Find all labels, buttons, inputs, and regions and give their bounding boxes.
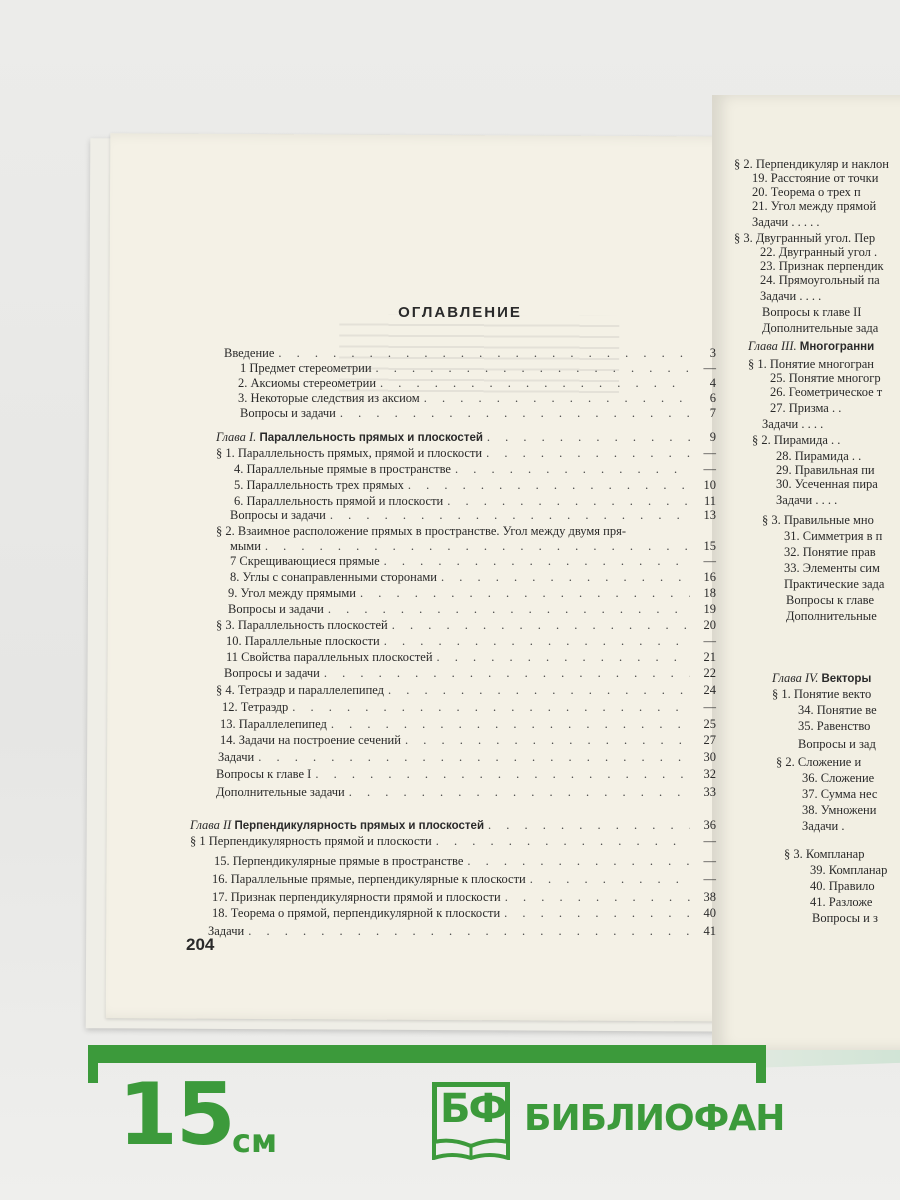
toc-entry-page: 19 xyxy=(703,602,716,616)
toc-entry-page: 36 xyxy=(703,818,716,832)
toc-entry xyxy=(216,785,716,800)
toc-entry xyxy=(228,602,716,617)
toc-entry-label: 6. Параллельность прямой и плоскости xyxy=(234,494,444,508)
partial-toc-line: Задачи . . . . xyxy=(762,417,824,431)
toc-entry xyxy=(230,554,716,569)
partial-toc-line: 28. Пирамида . . xyxy=(776,449,862,463)
toc-entry-label: § 1 Перпендикулярность прямой и плоскости xyxy=(190,834,432,848)
leader-dots xyxy=(392,618,690,633)
partial-toc-line: § 3. Двугранный угол. Пер xyxy=(734,231,876,245)
partial-toc-line: 22. Двугранный угол . xyxy=(760,245,878,259)
leader-dots xyxy=(248,924,690,939)
toc-entry-page: 30 xyxy=(703,750,716,764)
toc-entry xyxy=(234,478,716,493)
toc-entry-label: 4. Параллельные прямые в пространстве xyxy=(234,462,451,476)
chapter-title: Параллельность прямых и плоскостей xyxy=(259,432,483,444)
leader-dots xyxy=(258,750,690,765)
toc-entry xyxy=(224,666,716,681)
leader-dots xyxy=(408,478,690,493)
leader-dots xyxy=(441,570,690,585)
leader-dots xyxy=(324,666,690,681)
toc-entry-label: Вопросы к главе I xyxy=(216,767,312,781)
toc-entry-label: 9. Угол между прямыми xyxy=(228,586,356,600)
partial-toc-line: 30. Усеченная пира xyxy=(776,477,878,491)
leader-dots xyxy=(455,462,690,477)
toc-entry xyxy=(212,890,716,905)
partial-toc-line: 38. Умножени xyxy=(802,803,877,817)
toc-entry-label: 18. Теорема о прямой, перпендикулярной к плоскости xyxy=(212,906,501,920)
toc-entry-page: 40 xyxy=(703,906,716,920)
toc-entry-page: 41 xyxy=(703,924,716,938)
toc-entry-page: — xyxy=(703,872,716,886)
toc-entry xyxy=(216,767,716,782)
toc-entry-label: 14. Задачи на построение сечений xyxy=(220,733,401,747)
toc-entry xyxy=(190,818,716,833)
toc-entry-page: 18 xyxy=(703,586,716,600)
partial-toc-line: 29. Правильная пи xyxy=(776,463,875,477)
partial-toc-line: § 3. Компланар xyxy=(784,847,865,861)
partial-toc-line: 40. Правило xyxy=(810,879,875,893)
toc-entry-label: Дополнительные задачи xyxy=(216,785,345,799)
leader-dots xyxy=(487,430,690,445)
toc-entry xyxy=(240,361,716,376)
chapter-title: Перпендикулярность прямых и плоскостей xyxy=(234,820,485,832)
toc-entry-label: Вопросы и задачи xyxy=(230,508,326,522)
toc-entry-page: 4 xyxy=(709,376,716,390)
partial-toc-line: Практические зада xyxy=(784,577,885,591)
leader-dots xyxy=(447,494,690,509)
leader-dots xyxy=(330,508,690,523)
partial-toc-line: Глава III. Многогранни xyxy=(748,339,875,353)
toc-entry-label: 13. Параллелепипед xyxy=(220,717,327,731)
toc-entry xyxy=(230,508,716,523)
partial-toc-line: 23. Признак перпендик xyxy=(760,259,884,273)
logo-letters: БФ xyxy=(440,1086,507,1132)
toc-entry-label: Вопросы и задачи xyxy=(228,602,324,616)
toc-entry-label: 16. Параллельные прямые, перпендикулярные к плоскости xyxy=(212,872,526,886)
partial-toc-line: Задачи . . . . xyxy=(776,493,838,507)
toc-entry-label: мыми xyxy=(230,539,261,553)
toc-entry-page: 22 xyxy=(703,666,716,680)
toc-entry-page: 15 xyxy=(703,539,716,553)
leader-dots xyxy=(388,683,690,698)
toc-entry xyxy=(212,906,716,921)
toc-entry-page: — xyxy=(703,462,716,476)
toc-entry-label xyxy=(216,430,483,445)
partial-toc-line: Задачи . . . . . xyxy=(752,215,820,229)
toc-entry-page: 33 xyxy=(703,785,716,799)
partial-toc-line: 24. Прямоугольный па xyxy=(760,273,880,287)
leader-dots xyxy=(331,717,690,732)
partial-toc-line: 19. Расстояние от точки xyxy=(752,171,879,185)
toc-entry-label: 8. Углы с сонаправленными сторонами xyxy=(230,570,437,584)
toc-entry-page: — xyxy=(703,834,716,848)
leader-dots xyxy=(340,406,690,421)
toc-entry-page: 13 xyxy=(703,508,716,522)
toc-entry-page: 24 xyxy=(703,683,716,697)
toc-entry xyxy=(234,462,716,477)
leader-dots xyxy=(349,785,690,800)
leader-dots xyxy=(376,361,690,376)
partial-toc-line: 39. Компланар xyxy=(810,863,888,877)
leader-dots xyxy=(384,554,690,569)
partial-toc-line: Задачи . . . . xyxy=(760,289,822,303)
leader-dots xyxy=(486,446,690,461)
partial-toc-line: Дополнительные xyxy=(786,609,877,623)
toc-entry-label: 1 Предмет стереометрии xyxy=(240,361,372,375)
partial-toc-line: 36. Сложение xyxy=(802,771,875,785)
toc-entry-label xyxy=(190,818,484,833)
toc-entry-page: 9 xyxy=(709,430,716,444)
toc-entry xyxy=(216,446,716,461)
toc-entry-page: — xyxy=(703,554,716,568)
toc-entry-label: § 2. Взаимное расположение прямых в пространстве. Угол между двумя пря- xyxy=(216,524,627,538)
toc-entry-label: 11 Свойства параллельных плоскостей xyxy=(226,650,433,664)
toc-entry-page: 20 xyxy=(703,618,716,632)
toc-entry xyxy=(216,618,716,633)
toc-entry-page: 10 xyxy=(703,478,716,492)
partial-toc-line: § 2. Пирамида . . xyxy=(752,433,841,447)
leader-dots xyxy=(467,854,690,869)
toc-entry xyxy=(238,376,716,391)
leader-dots xyxy=(436,834,690,849)
toc-entry-label: Задачи xyxy=(218,750,255,764)
partial-toc-line: 32. Понятие прав xyxy=(784,545,876,559)
toc-entry xyxy=(222,700,716,715)
partial-toc-line: § 1. Понятие векто xyxy=(772,687,872,701)
chapter-prefix: Глава I. xyxy=(216,430,260,444)
toc-entry xyxy=(224,346,716,361)
toc-entry xyxy=(238,391,716,406)
partial-toc-line: 33. Элементы сим xyxy=(784,561,880,575)
toc-entry-label: 12. Тетраэдр xyxy=(222,700,289,714)
toc-entry-label: 10. Параллельные плоскости xyxy=(226,634,380,648)
toc-entry xyxy=(230,570,716,585)
open-book-icon xyxy=(432,1138,510,1160)
brand-name: БИБЛИОФАН xyxy=(524,1098,785,1139)
leader-dots xyxy=(437,650,690,665)
toc-entry-label: § 4. Тетраэдр и параллелепипед xyxy=(216,683,385,697)
partial-toc-line: 34. Понятие ве xyxy=(798,703,877,717)
toc-entry-page: — xyxy=(703,446,716,460)
toc-entry-page: — xyxy=(703,634,716,648)
toc-entry-label: § 3. Параллельность плоскостей xyxy=(216,618,388,632)
toc-entry-page: 32 xyxy=(703,767,716,781)
ruler-number: 15 xyxy=(118,1065,234,1165)
toc-entry-page: 6 xyxy=(709,391,716,405)
leader-dots xyxy=(424,391,690,406)
partial-toc-line: 26. Геометрическое т xyxy=(770,385,883,399)
toc-entry-page: 25 xyxy=(703,717,716,731)
partial-toc-line: § 3. Правильные мно xyxy=(762,513,874,527)
toc-entry-page: 11 xyxy=(703,494,716,508)
toc-entry xyxy=(220,733,716,748)
chapter-prefix: Глава II xyxy=(190,818,235,832)
toc-entry-page: — xyxy=(703,700,716,714)
toc-entry-label: Задачи xyxy=(208,924,245,938)
toc-title: ОГЛАВЛЕНИЕ xyxy=(398,304,522,321)
leader-dots xyxy=(380,376,690,391)
leader-dots xyxy=(504,906,690,921)
toc-entry xyxy=(190,834,716,849)
partial-toc-line: 35. Равенство xyxy=(798,719,871,733)
toc-entry xyxy=(240,406,716,421)
toc-entry xyxy=(226,650,716,665)
toc-entry-label: Введение xyxy=(224,346,275,360)
partial-toc-line: Глава IV. Векторы xyxy=(772,671,872,685)
partial-toc-line: Вопросы к главе xyxy=(786,593,875,607)
toc-entry-page: — xyxy=(703,854,716,868)
partial-toc-line: 25. Понятие многогр xyxy=(770,371,881,385)
partial-toc-line: Вопросы и з xyxy=(812,911,878,925)
toc-entry xyxy=(212,872,716,887)
toc-entry xyxy=(230,539,716,554)
partial-toc-line: 20. Теорема о трех п xyxy=(752,185,861,199)
partial-toc-line: 37. Сумма нес xyxy=(802,787,878,801)
partial-toc-line: Вопросы и зад xyxy=(798,737,876,751)
toc-entry-label: Вопросы и задачи xyxy=(240,406,336,420)
leader-dots xyxy=(405,733,690,748)
toc-entry-label: Вопросы и задачи xyxy=(224,666,320,680)
toc-entry-page: 21 xyxy=(703,650,716,664)
toc-entry xyxy=(214,854,716,869)
toc-entry xyxy=(216,524,716,539)
toc-entry xyxy=(234,494,716,509)
partial-toc-line: § 1. Понятие многогран xyxy=(748,357,874,371)
leader-dots xyxy=(530,872,690,887)
leader-dots xyxy=(360,586,690,601)
leader-dots xyxy=(265,539,690,554)
toc-entry-page: 16 xyxy=(703,570,716,584)
toc-entry-page: 38 xyxy=(703,890,716,904)
partial-toc-line: 27. Призма . . xyxy=(770,401,842,415)
partial-toc-line: § 2. Перпендикуляр и наклон xyxy=(734,157,889,171)
toc-entry-label: § 1. Параллельность прямых, прямой и плоскости xyxy=(216,446,483,460)
toc-entry-page: 3 xyxy=(709,346,716,360)
toc-entry xyxy=(216,683,716,698)
partial-toc-line: 21. Угол между прямой xyxy=(752,199,877,213)
toc-entry-label: 3. Некоторые следствия из аксиом xyxy=(238,391,420,405)
partial-toc-line: Дополнительные зада xyxy=(762,321,879,335)
partial-toc-line: Вопросы к главе II xyxy=(762,305,862,319)
partial-toc-line: 31. Симметрия в п xyxy=(784,529,883,543)
leader-dots xyxy=(505,890,690,905)
ruler-unit: см xyxy=(232,1122,278,1160)
leader-dots xyxy=(315,767,690,782)
toc-entry-label: 17. Признак перпендикулярности прямой и плоскости xyxy=(212,890,501,904)
partial-toc-line: Задачи . xyxy=(802,819,845,833)
leader-dots xyxy=(278,346,690,361)
leader-dots xyxy=(384,634,690,649)
toc-entry-label: 2. Аксиомы стереометрии xyxy=(238,376,377,390)
leader-dots xyxy=(292,700,690,715)
toc-entry xyxy=(228,586,716,601)
leader-dots xyxy=(328,602,690,617)
toc-entry-label: 15. Перпендикулярные прямые в пространстве xyxy=(214,854,464,868)
partial-toc-line: 41. Разложе xyxy=(810,895,873,909)
toc-entry-page: 7 xyxy=(709,406,716,420)
toc-entry-label: 5. Параллельность трех прямых xyxy=(234,478,404,492)
toc-entry xyxy=(208,924,716,939)
toc-entry-page: 27 xyxy=(703,733,716,747)
toc-entry xyxy=(216,430,716,445)
toc-entry-label: 7 Скрещивающиеся прямые xyxy=(230,554,380,568)
leader-dots xyxy=(488,818,690,833)
toc-entry xyxy=(218,750,716,765)
toc-entry xyxy=(220,717,716,732)
partial-toc-line: § 2. Сложение и xyxy=(776,755,862,769)
toc-entry-page: — xyxy=(703,361,716,375)
page-number: 204 xyxy=(186,935,215,954)
toc-entry xyxy=(226,634,716,649)
